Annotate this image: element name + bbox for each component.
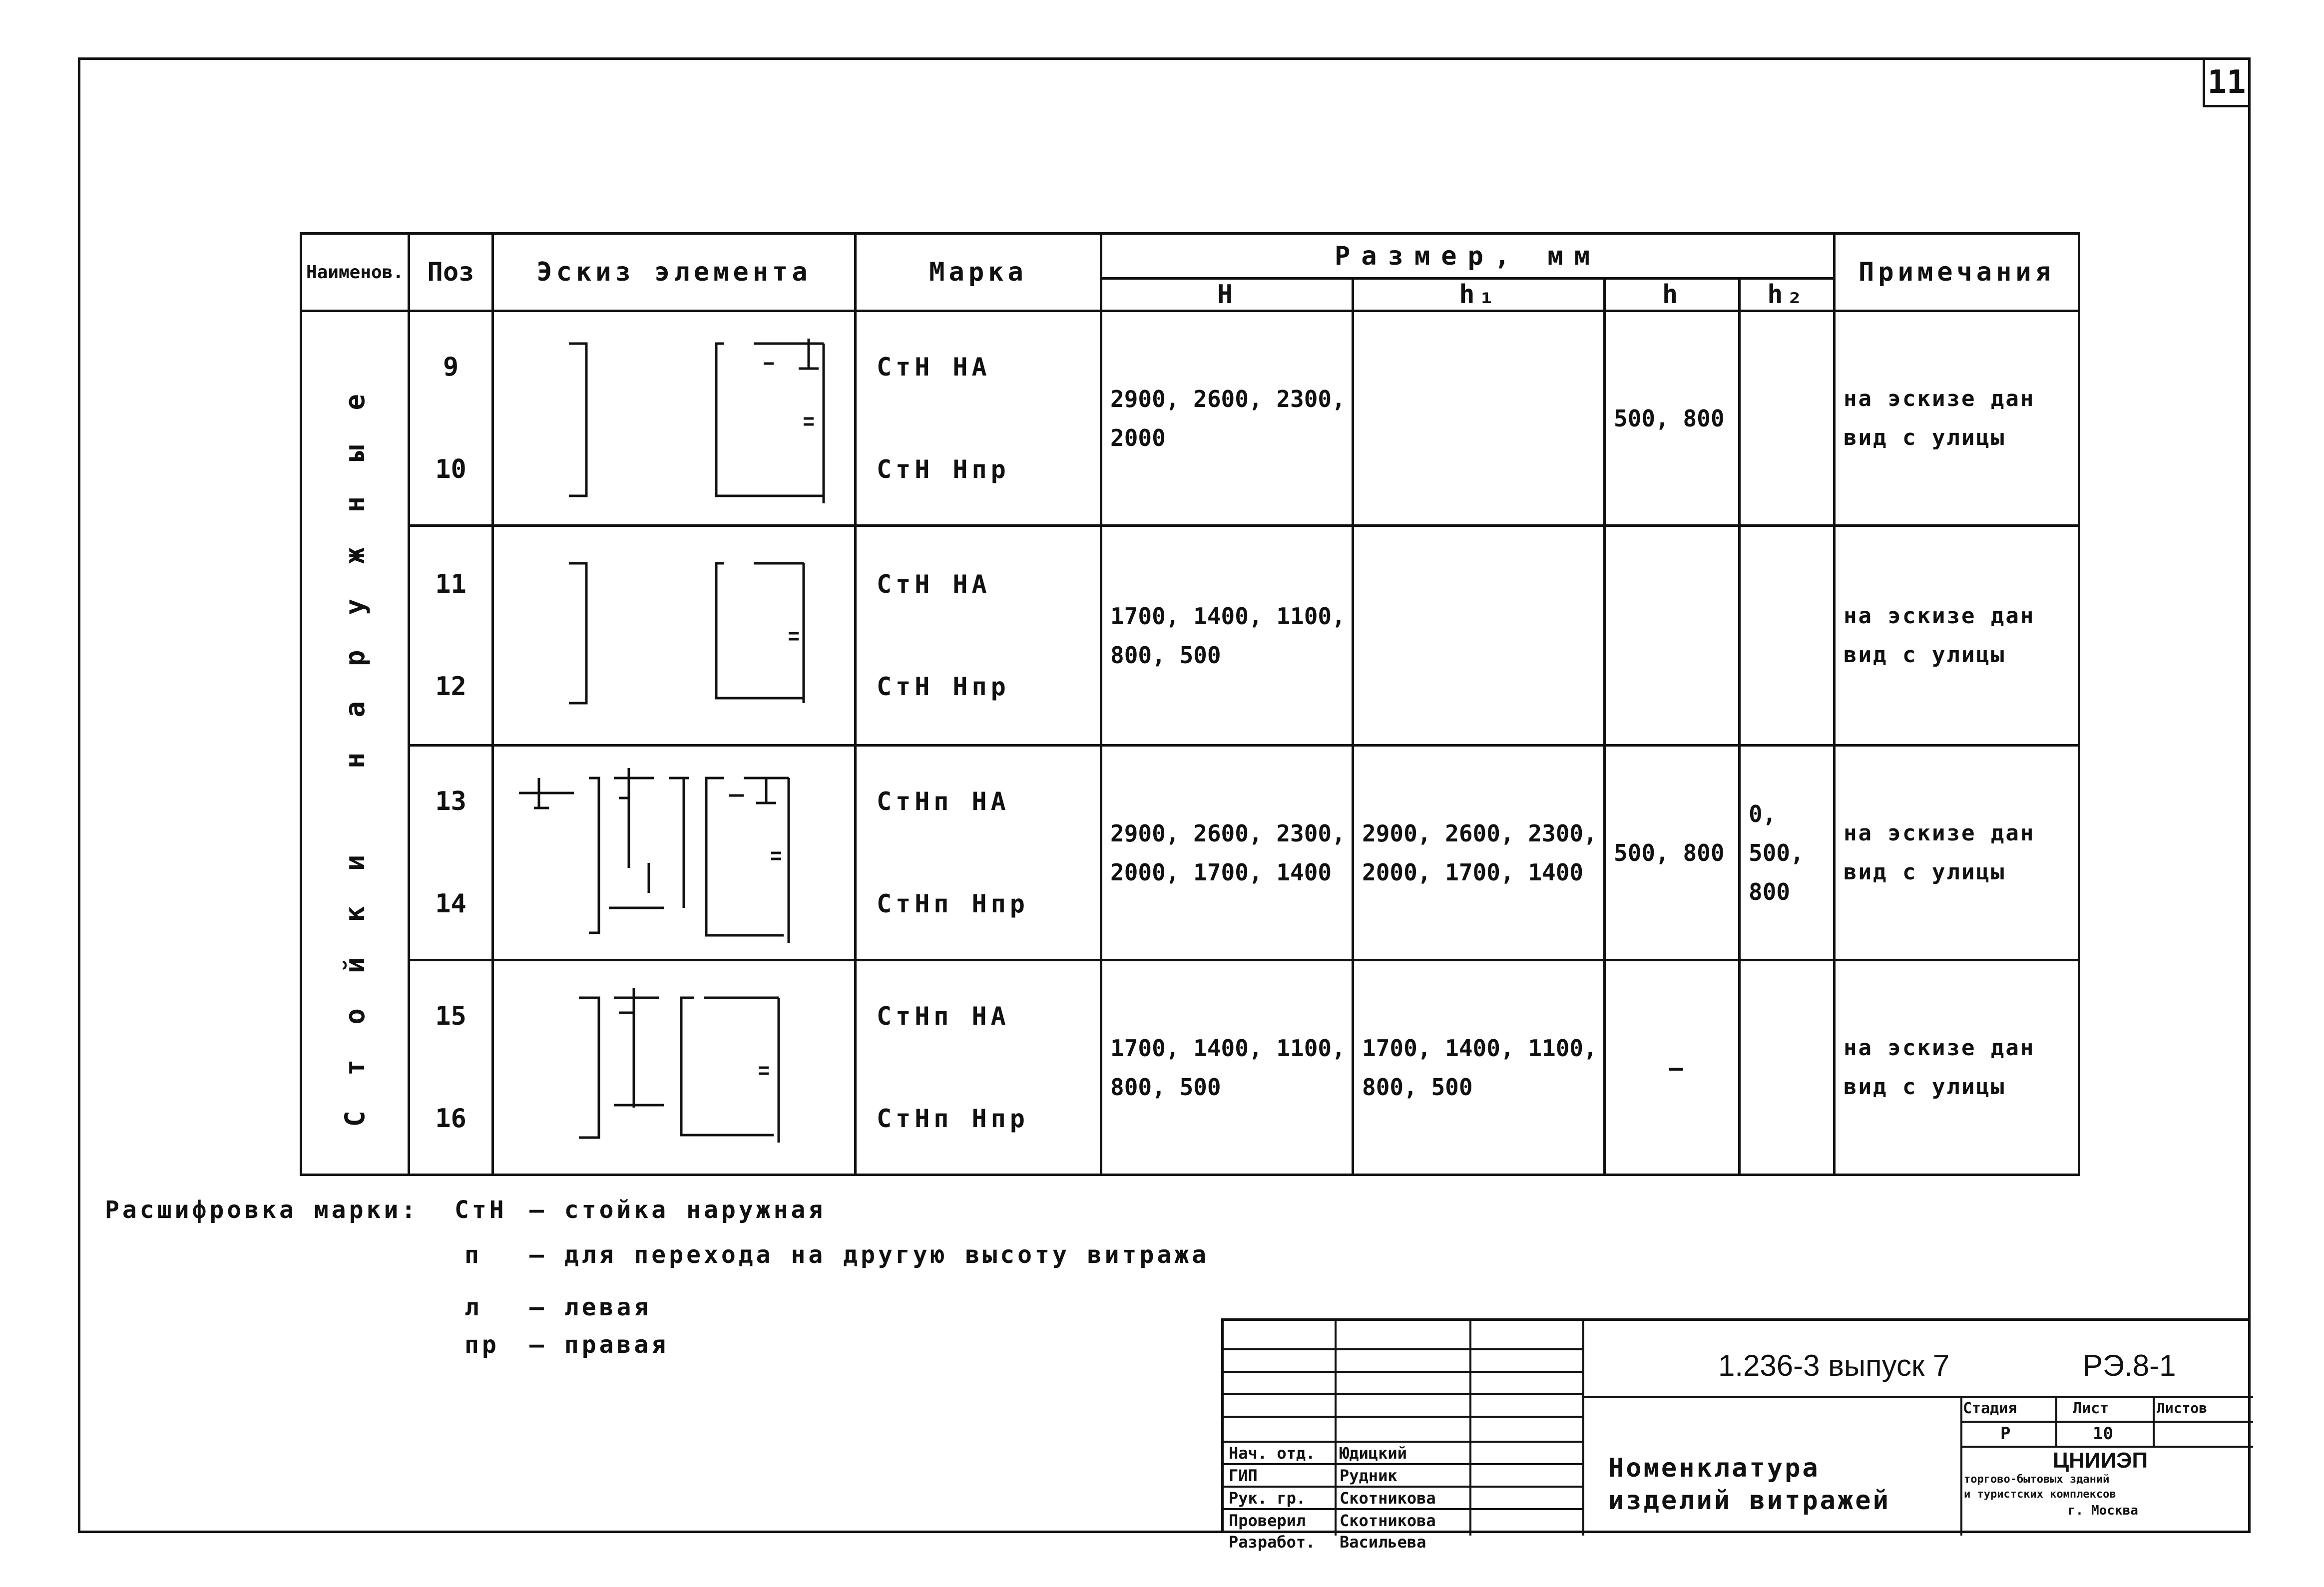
size-H: 1700, 1400, 1100, 800, 500 bbox=[1101, 526, 1353, 746]
size-H: 2900, 2600, 2300, 2000 bbox=[1101, 311, 1353, 526]
note: на эскизе дан вид с улицы bbox=[1835, 746, 2079, 960]
size-h: — bbox=[1605, 960, 1740, 1175]
size-h1 bbox=[1353, 311, 1605, 526]
header-sketch: Эскиз элемента bbox=[493, 234, 856, 311]
role-1: ГИП bbox=[1229, 1466, 1258, 1485]
title-block bbox=[1221, 1318, 2251, 1552]
role-4: Разработ. bbox=[1229, 1533, 1316, 1552]
group-label-cell bbox=[301, 311, 409, 1175]
sketch-cell bbox=[493, 746, 856, 960]
note: на эскизе дан вид с улицы bbox=[1835, 311, 2079, 526]
note: на эскизе дан вид с улицы bbox=[1835, 960, 2079, 1175]
size-H: 2900, 2600, 2300, 2000, 1700, 1400 bbox=[1101, 746, 1353, 960]
doc-code: 1.236-3 выпуск 7 bbox=[1718, 1349, 1950, 1382]
legend-code-3: пр bbox=[465, 1331, 499, 1359]
size-h2: 0, 500, 800 bbox=[1740, 746, 1835, 960]
size-h bbox=[1605, 526, 1740, 746]
legend-desc-1: — для перехода на другую высоту витража bbox=[529, 1241, 1210, 1269]
sheets-label: Листов bbox=[2157, 1400, 2208, 1416]
note: на эскизе дан вид с улицы bbox=[1835, 526, 2079, 746]
element-sketch-9-10 bbox=[494, 314, 852, 523]
pos-cell bbox=[409, 526, 493, 746]
element-sketch-15-16 bbox=[494, 963, 852, 1173]
header-mark: Марка bbox=[856, 234, 1101, 311]
org-line2: и туристских комплексов bbox=[1964, 1488, 2116, 1501]
legend-code-1: п bbox=[465, 1241, 482, 1269]
sketch-cell bbox=[493, 960, 856, 1175]
mark-a: СтНп НА bbox=[877, 787, 1010, 816]
element-sketch-13-14 bbox=[494, 748, 852, 958]
mark-cell bbox=[856, 746, 1101, 960]
sketch-cell bbox=[493, 526, 856, 746]
sheet-code: РЭ.8-1 bbox=[2083, 1349, 2176, 1382]
header-pos: Поз bbox=[409, 234, 493, 311]
name-4: Васильева bbox=[1340, 1533, 1426, 1552]
legend-desc-3: — правая bbox=[529, 1331, 669, 1359]
title-line1: Номенклатура bbox=[1608, 1453, 1820, 1483]
org-name: ЦНИИЭП bbox=[2053, 1448, 2148, 1473]
size-H: 1700, 1400, 1100, 800, 500 bbox=[1101, 960, 1353, 1175]
element-sketch-11-12 bbox=[494, 528, 852, 743]
size-h1 bbox=[1353, 526, 1605, 746]
legend-code-0: СтН bbox=[455, 1196, 507, 1224]
mark-b: СтНп Нпр bbox=[877, 889, 1029, 918]
mark-a: СтН НА bbox=[877, 569, 991, 599]
mark-a: СтНп НА bbox=[877, 1001, 1010, 1031]
mark-cell bbox=[856, 960, 1101, 1175]
name-2: Скотникова bbox=[1340, 1489, 1436, 1508]
pos-16: 16 bbox=[435, 1103, 466, 1134]
legend-title: Расшифровка марки: bbox=[105, 1196, 419, 1224]
header-size-h: h bbox=[1605, 279, 1740, 311]
size-h1: 2900, 2600, 2300, 2000, 1700, 1400 bbox=[1353, 746, 1605, 960]
role-3: Проверил bbox=[1229, 1511, 1306, 1530]
header-size: Размер, мм bbox=[1101, 234, 1835, 279]
mark-b: СтНп Нпр bbox=[877, 1104, 1029, 1133]
sheet-value: 10 bbox=[2093, 1424, 2113, 1444]
org-line1: торгово-бытовых зданий bbox=[1964, 1473, 2110, 1486]
pos-15: 15 bbox=[435, 1001, 466, 1031]
stage-label: Стадия bbox=[1963, 1400, 2017, 1417]
size-h1: 1700, 1400, 1100, 800, 500 bbox=[1353, 960, 1605, 1175]
header-note: Примечания bbox=[1835, 234, 2079, 311]
pos-11: 11 bbox=[435, 569, 466, 599]
header-name: Наименов. bbox=[301, 234, 409, 311]
mark-cell bbox=[856, 526, 1101, 746]
sheet-label: Лист bbox=[2073, 1400, 2109, 1417]
sketch-cell bbox=[493, 311, 856, 526]
mark-b: СтН Нпр bbox=[877, 454, 1010, 484]
mark-a: СтН НА bbox=[877, 352, 991, 382]
size-h2 bbox=[1740, 311, 1835, 526]
legend-desc-2: — левая bbox=[529, 1293, 652, 1321]
pos-cell bbox=[409, 311, 493, 526]
mark-cell bbox=[856, 311, 1101, 526]
size-h: 500, 800 bbox=[1605, 311, 1740, 526]
header-size-h2: h₂ bbox=[1740, 279, 1835, 311]
size-h2 bbox=[1740, 960, 1835, 1175]
size-h2 bbox=[1740, 526, 1835, 746]
title-line2: изделий витражей bbox=[1608, 1486, 1890, 1516]
pos-cell bbox=[409, 746, 493, 960]
pos-14: 14 bbox=[435, 888, 466, 919]
pos-13: 13 bbox=[435, 786, 466, 816]
org-city: г. Москва bbox=[2068, 1503, 2138, 1518]
name-0: Юдицкий bbox=[1340, 1444, 1407, 1463]
role-2: Рук. гр. bbox=[1229, 1489, 1306, 1508]
header-size-h1: h₁ bbox=[1353, 279, 1605, 311]
pos-cell bbox=[409, 960, 493, 1175]
header-size-H: Н bbox=[1101, 279, 1353, 311]
size-h: 500, 800 bbox=[1605, 746, 1740, 960]
name-1: Рудник bbox=[1340, 1466, 1397, 1485]
legend-desc-0: — стойка наружная bbox=[529, 1196, 826, 1224]
group-label: Стойки наружные bbox=[339, 359, 371, 1127]
mark-b: СтН Нпр bbox=[877, 672, 1010, 701]
stage-value: Р bbox=[2000, 1424, 2011, 1444]
nomenclature-table bbox=[300, 232, 2080, 1176]
pos-9: 9 bbox=[443, 352, 459, 382]
name-3: Скотникова bbox=[1340, 1511, 1436, 1530]
pos-12: 12 bbox=[435, 671, 466, 702]
pos-10: 10 bbox=[435, 454, 466, 484]
role-0: Нач. отд. bbox=[1229, 1444, 1316, 1463]
legend-code-2: л bbox=[465, 1293, 482, 1321]
sheet-number: 11 bbox=[2203, 57, 2251, 107]
